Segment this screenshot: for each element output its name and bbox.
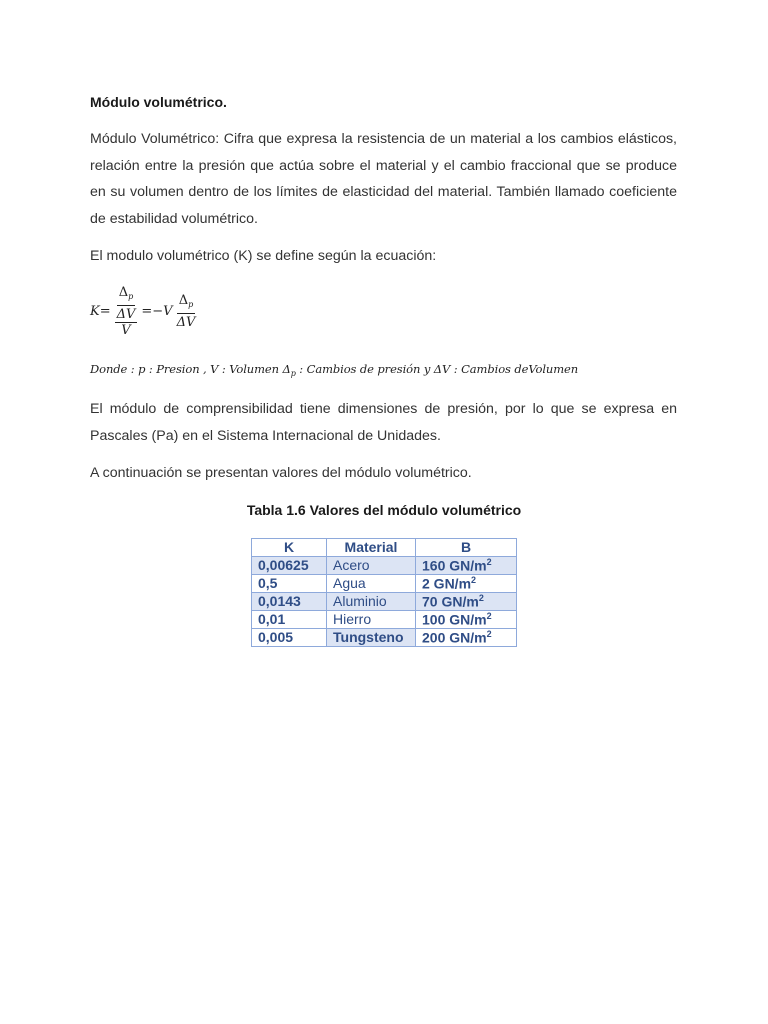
header-material: Material — [327, 539, 416, 557]
equation-intro-paragraph: El modulo volumétrico (K) se define según la ecuación: — [90, 248, 437, 264]
table-intro-paragraph: A continuación se presentan valores del módulo volumétrico. — [90, 465, 472, 481]
definition-paragraph: Módulo Volumétrico: Cifra que expresa la resistencia de un material a los cambios elásticos, relación entre la presión que actúa sobre el material y el cambio fraccional que se produce en su volumen dentro de los límites de elasticidad del material. También llamado coeficiente de estabilidad volumétrico. — [90, 131, 677, 227]
cell-material: Agua — [327, 575, 416, 593]
cell-k: 0,0143 — [252, 593, 327, 611]
bulk-modulus-equation — [90, 284, 199, 338]
table-row — [252, 629, 517, 647]
cell-b: 160 $GN/m^2$ — [416, 557, 517, 575]
variable-definitions: Donde : p : Presion , V : Volumen $\Delta_p$ : Cambios de presión y ΔV : Cambios deVolumen — [90, 362, 579, 378]
cell-k: 0,005 — [252, 629, 327, 647]
table-caption: Tabla 1.6 Valores del módulo volumétrico — [246, 502, 522, 518]
formula-denominator — [113, 306, 140, 338]
formula-delta-v: ΔV — [116, 307, 136, 322]
section-heading: Módulo volumétrico. — [90, 94, 227, 110]
table-row — [252, 557, 517, 575]
cell-b: 100 $GN/m^2$ — [416, 611, 517, 629]
cell-material: Aluminio — [327, 593, 416, 611]
header-k: K — [252, 539, 327, 557]
formula-denominator-right: ΔV — [176, 314, 196, 330]
cell-b: 200 $GN/m^2$ — [416, 629, 517, 647]
cell-material: Acero — [327, 557, 416, 575]
cell-k: 0,01 — [252, 611, 327, 629]
table-row — [252, 611, 517, 629]
formula-numerator: $\Delta_p$ — [117, 284, 136, 306]
formula-lhs: K= — [90, 303, 111, 319]
units-paragraph: El módulo de comprensibilidad tiene dimensiones de presión, por lo que se expresa en Pascales (Pa) en el Sistema Internacional de Unidades. — [90, 401, 677, 444]
cell-b: 70 $GN/m^2$ — [416, 593, 517, 611]
table-row — [252, 593, 517, 611]
formula-fraction-left — [113, 284, 140, 338]
bulk-modulus-table — [251, 538, 517, 647]
formula-v: V — [121, 323, 131, 338]
formula-fraction-right — [175, 292, 198, 331]
table-row — [252, 575, 517, 593]
cell-k: 0,5 — [252, 575, 327, 593]
cell-b: 2 $GN/m^2$ — [416, 575, 517, 593]
cell-material: Tungsteno — [327, 629, 416, 647]
header-b: B — [416, 539, 517, 557]
table-header-row — [252, 539, 517, 557]
cell-material: Hierro — [327, 611, 416, 629]
formula-middle: =−V — [141, 303, 173, 319]
formula-numerator-right: $\Delta_p$ — [177, 292, 196, 314]
cell-k: 0,00625 — [252, 557, 327, 575]
